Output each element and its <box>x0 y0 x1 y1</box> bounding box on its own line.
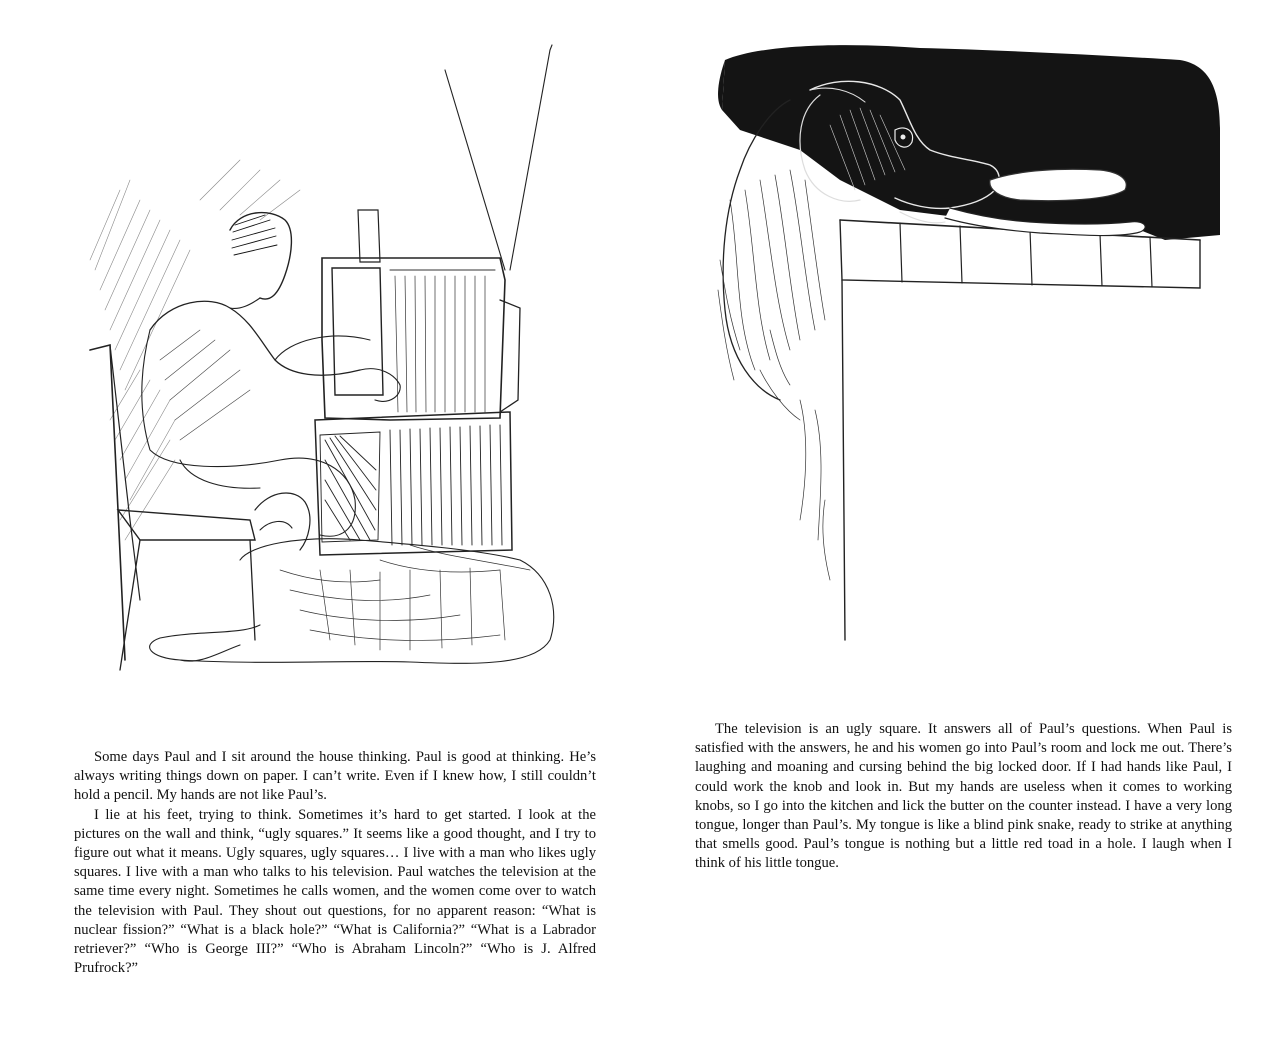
man-watching-television-with-dog-drawing <box>80 40 600 680</box>
left-paragraph-1: Some days Paul and I sit around the house thinking. Paul is good at thinking. He’s always writing things down on paper. I can’t write. Even if I knew how, I still couldn’t hold a pencil. My hands are not like Paul’s. <box>74 749 596 804</box>
dog-licking-butter-on-counter-drawing <box>700 30 1260 650</box>
right-paragraph-1: The television is an ugly square. It answers all of Paul’s questions. When Paul is satisfied with the answers, he and his women go into Paul’s room and lock me out. There’s laughing and moaning and cursing behind the big locked door. If I had hands like Paul, I could work the knob and look in. But my hands are useless when it comes to working knobs, so I go into the kitchen and lick the butter on the counter instead. I have a very long tongue, longer than Paul’s. My tongue is like a blind pink snake, ready to strike at anything that smells good. Paul’s tongue is nothing but a little red toad in a hole. I laugh when I think of his little tongue. <box>695 721 1232 872</box>
left-paragraph-2: I lie at his feet, trying to think. Sometimes it’s hard to get started. I look at the pictures on the wall and think, “ugly squares.” It seems like a good thought, and I try to figure out what it means. Ugly squares, ugly squares… I live with a man who likes ugly squares. I live with a man who talks to his television. Paul watches the television at the same time every night. Sometimes he calls women, and the women come over to watch the television with Paul. They shout out questions, for no apparent reason: “What is nuclear fission?” “What is a black hole?” “What is California?” “What is a Labrador retriever?” “Who is George III?” “Who is Abraham Lincoln?” “Who is J. Alfred Prufrock?” <box>74 806 596 977</box>
right-page-text <box>695 720 1232 874</box>
right-page <box>640 0 1280 1037</box>
left-page-text <box>74 748 596 978</box>
